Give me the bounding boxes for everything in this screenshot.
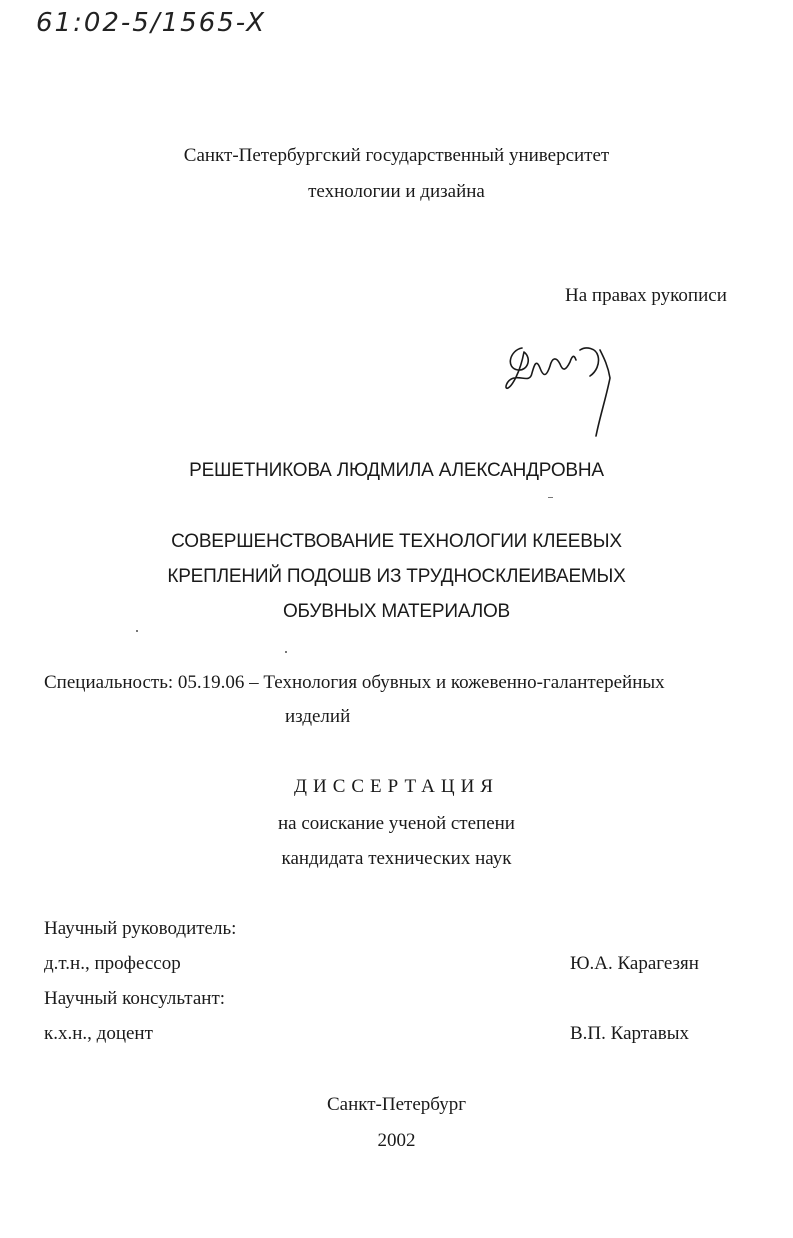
consultant-title: к.х.н., доцент	[44, 1023, 153, 1044]
scan-speck	[548, 497, 553, 498]
university-name-line2: технологии и дизайна	[308, 181, 485, 202]
supervisor-label: Научный руководитель:	[44, 918, 237, 939]
university-name-line1: Санкт-Петербургский государственный университет	[183, 145, 610, 166]
scan-speck	[136, 630, 138, 632]
specialty-line1: Специальность: 05.19.06 – Технология обувных и кожевенно-галантерейных	[44, 672, 665, 693]
author-name: РЕШЕТНИКОВА ЛЮДМИЛА АЛЕКСАНДРОВНА	[189, 460, 604, 481]
signature-icon	[500, 328, 625, 443]
manuscript-rights: На правах рукописи	[565, 285, 727, 306]
title-line3: ОБУВНЫХ МАТЕРИАЛОВ	[282, 601, 511, 622]
degree-line2: кандидата технических наук	[281, 848, 512, 869]
archive-code: 61:02-5/1565-X	[36, 8, 267, 38]
title-line1: СОВЕРШЕНСТВОВАНИЕ ТЕХНОЛОГИИ КЛЕЕВЫХ	[171, 531, 622, 552]
title-line2: КРЕПЛЕНИЙ ПОДОШВ ИЗ ТРУДНОСКЛЕИВАЕМЫХ	[167, 566, 626, 587]
dissertation-heading: ДИССЕРТАЦИЯ	[294, 776, 499, 797]
consultant-label: Научный консультант:	[44, 988, 226, 1009]
degree-line1: на соискание ученой степени	[278, 813, 515, 834]
scan-speck	[285, 651, 287, 653]
year: 2002	[377, 1130, 416, 1151]
supervisor-title: д.т.н., профессор	[44, 953, 181, 974]
specialty-line2: изделий	[285, 706, 351, 727]
city: Санкт-Петербург	[326, 1094, 466, 1115]
consultant-name: В.П. Картавых	[570, 1023, 689, 1044]
supervisor-name: Ю.А. Карагезян	[570, 953, 699, 974]
